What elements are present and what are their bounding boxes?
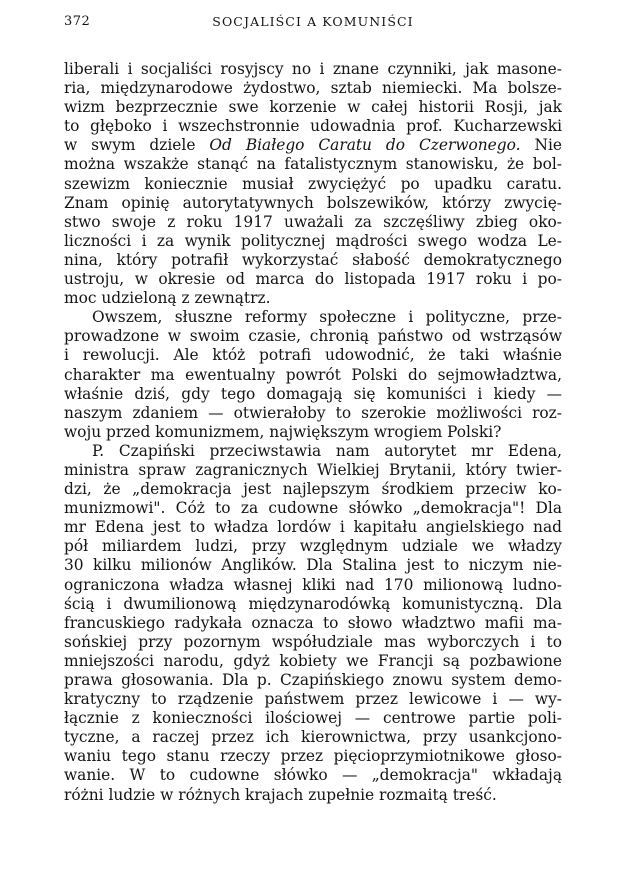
page-number: 372 (64, 14, 91, 29)
text-line: woju przed komunizmem, największym wrogiem Polski? (64, 422, 502, 441)
text-line: moc udzieloną z zewnątrz. (64, 289, 271, 308)
text-line: wanie. W to cudowne słówko — „demokracja" wkładają (64, 766, 562, 785)
text-line: mniejszości narodu, gdyż kobiety we Francji są pozbawione (64, 651, 562, 670)
text-fragment: w swym dziele (64, 136, 196, 155)
text-line: różni ludzie w różnych krajach zupełnie rozmaitą treść. (64, 785, 497, 804)
text-line: łącznie z konieczności ilościowej — centrowe partie poli- (64, 709, 562, 728)
text-line: ria, międzynarodowe żydostwo, sztab niemiecki. Ma bolsze- (64, 79, 562, 98)
text-line: Owszem, słuszne reformy społeczne i polityczne, prze- (92, 308, 562, 327)
text-line: francuskiego radykała oznacza to słowo władztwo mafii ma- (64, 613, 562, 632)
text-line: munizmowi". Cóż to za cudowne słówko „demokracja"! Dla (64, 499, 562, 518)
text-line: można wszakże stanąć na fatalistycznym stanowisku, że bol- (64, 155, 562, 174)
text-line: szewizm koniecznie musiał zwyciężyć po upadku caratu. (64, 174, 562, 193)
text-fragment: Nie (534, 136, 562, 155)
text-line: kratyczny to rządzenie państwem przez lewicowe i — wy- (64, 690, 562, 709)
text-line: ograniczona władza własnej kliki nad 170 milionową ludno- (64, 575, 562, 594)
text-line: wizm bezprzecznie swe korzenie w całej historii Rosji, jak (64, 98, 562, 117)
body-text (64, 60, 562, 805)
text-line: naszym zdaniem — otwierałoby to szerokie możliwości roz- (64, 403, 562, 422)
text-line: sońskiej przy pozornym współudziale mas wyborczych i to (64, 632, 562, 651)
text-line: pół miliardem ludzi, przy względnym udziale we władzy (64, 537, 562, 556)
text-line: właśnie dziś, gdy tego domagają się komuniści i kiedy — (64, 384, 562, 403)
text-line: liberali i socjaliści rosyjscy no i znane czynniki, jak masone- (64, 60, 562, 78)
text-line-with-title (64, 136, 562, 155)
text-line: liczności i za wynik politycznej mądrości swego wodza Le- (64, 231, 562, 250)
text-line: ustroju, w okresie od marca do listopada 1917 roku i po- (64, 270, 562, 289)
text-line: prowadzone w swoim czasie, chronią państwo od wstrząsów (64, 327, 562, 346)
running-title: SOCJALIŚCI A KOMUNIŚCI (212, 14, 414, 29)
text-line: to głęboko i wszechstronnie udowadnia prof. Kucharzewski (64, 117, 562, 136)
text-line: Znam opinię autorytatywnych bolszewików, którzy zwycię- (64, 193, 562, 212)
text-line: waniu tego stanu rzeczy przez pięcioprzymiotnikowe głoso- (64, 747, 562, 766)
book-title: Od Białego Caratu do Czerwonego. (209, 136, 521, 155)
text-line: mr Edena jest to władza lordów i kapitału angielskiego nad (64, 518, 562, 537)
text-line: tyczne, a raczej przez ich kierownictwa, przy usankcjono- (64, 728, 562, 747)
page-header (64, 14, 562, 36)
text-line: nina, który potrafił wykorzystać słabość demokratycznego (64, 250, 562, 269)
text-line: charakter ma ewentualny powrót Polski do sejmowładztwa, (64, 365, 562, 384)
text-line: 30 kilku milionów Anglików. Dla Stalina jest to niczym nie- (64, 556, 562, 575)
text-line: P. Czapiński przeciwstawia nam autorytet mr Edena, (92, 441, 562, 460)
text-line: ścią i dwumilionową międzynarodówką komunistyczną. Dla (64, 594, 562, 613)
text-line: prawa głosowania. Dla p. Czapińskiego znowu system demo- (64, 671, 562, 689)
text-line: dzi, że „demokracja jest najlepszym środkiem przeciw ko- (64, 480, 562, 499)
text-line: ministra spraw zagranicznych Wielkiej Brytanii, który twier- (64, 460, 562, 479)
text-line: stwo swoje z roku 1917 uważali za szczęśliwy zbieg oko- (64, 212, 562, 231)
text-line: i rewolucji. Ale któż potrafi udowodnić, że taki właśnie (64, 346, 562, 365)
